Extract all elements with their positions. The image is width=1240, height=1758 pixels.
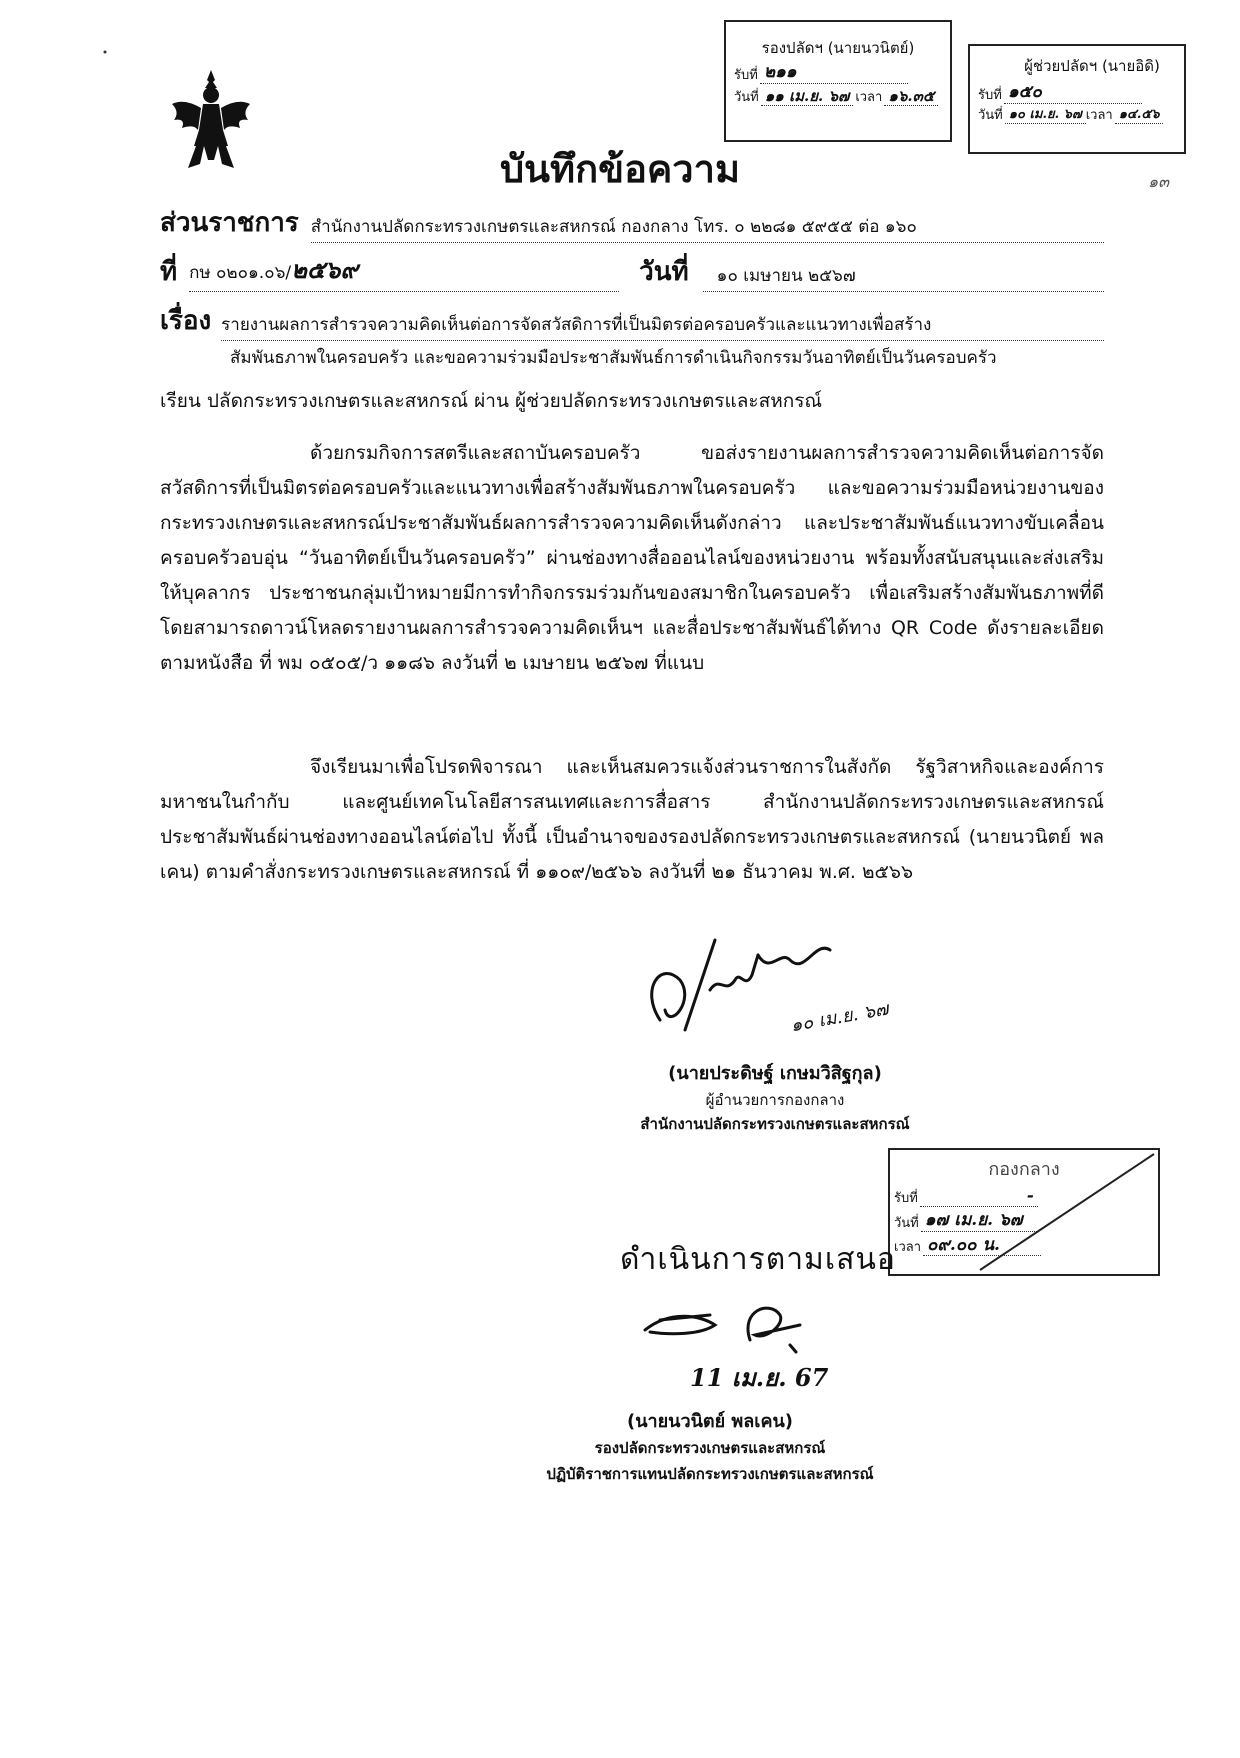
stamp-date-label: วันที่ — [734, 90, 759, 106]
body-paragraph-1 — [160, 436, 1104, 681]
date-label: วันที่ — [639, 257, 689, 287]
stamp-date-value: ๑๑ เม.ย. ๖๗ — [761, 88, 854, 106]
body-paragraph-2 — [160, 750, 1104, 890]
stamp-time-label: เวลา — [855, 90, 883, 106]
stamp-received-label: รับที่ — [978, 87, 1002, 103]
garuda-emblem — [168, 68, 254, 172]
ref-row — [160, 250, 1104, 292]
received-stamp-assistant — [968, 44, 1186, 154]
stamp-received-value: ๒๑๑ — [760, 63, 908, 84]
agency-row — [160, 202, 1104, 243]
page-title: บันทึกข้อความ — [499, 147, 741, 191]
ref-number: ๒๕๖๙ — [291, 255, 358, 284]
stamp-received-label: รับที่ — [734, 67, 758, 83]
stamp-date-value: ๑๗ เม.ย. ๖๗ — [921, 1211, 1039, 1232]
director-name: (นายประดิษฐ์ เกษมวิสิฐกุล) — [668, 1063, 882, 1084]
ref-label: ที่ — [160, 257, 178, 287]
agency-label: ส่วนราชการ — [160, 208, 299, 238]
deputy-acting-position: ปฏิบัติราชการแทนปลัดกระทรวงเกษตรและสหกรณ์ — [546, 1465, 874, 1483]
corner-mark: ๑๓ — [1148, 172, 1170, 191]
director-position: ผู้อำนวยการกองกลาง — [705, 1091, 845, 1109]
deputy-name: (นายนวนิตย์ พลเคน) — [626, 1411, 794, 1432]
stamp-title: ผู้ช่วยปลัดฯ (นายอิดิ) — [1024, 57, 1160, 75]
received-stamp-central-division — [888, 1148, 1160, 1276]
stamp-date-label: วันที่ — [978, 107, 1003, 123]
stamp-time-label: เวลา — [894, 1240, 922, 1256]
signature-deputy — [640, 1290, 840, 1360]
agency-value: สำนักงานปลัดกระทรวงเกษตรและสหกรณ์ กองกลาง โทร. ๐ ๒๒๘๑ ๕๙๕๕ ต่อ ๑๖๐ — [311, 213, 1104, 243]
received-stamp-deputy — [724, 20, 952, 142]
stamp-received-label: รับที่ — [894, 1191, 918, 1207]
stamp-diagonal — [890, 1150, 1158, 1274]
stamp-received-value: - — [920, 1187, 1038, 1208]
stamp-date-label: วันที่ — [894, 1215, 919, 1231]
stamp-time-label: เวลา — [1085, 107, 1113, 123]
salutation: เรียน ปลัดกระทรวงเกษตรและสหกรณ์ ผ่าน ผู้ช่วยปลัดกระทรวงเกษตรและสหกรณ์ — [160, 390, 823, 412]
director-office: สำนักงานปลัดกระทรวงเกษตรและสหกรณ์ — [640, 1115, 910, 1133]
subject-row — [160, 300, 1104, 341]
ref-field — [189, 250, 619, 292]
stamp-title: กองกลาง — [988, 1159, 1060, 1180]
approval-date: 11 เม.ย. 67 — [690, 1363, 829, 1392]
subject-line-2: สัมพันธภาพในครอบครัว และขอความร่วมมือประชาสัมพันธ์การดำเนินกิจกรรมวันอาทิตย์เป็นวันครอบครัว — [230, 348, 997, 368]
scan-speck — [102, 40, 108, 46]
paragraph-1-text: ด้วยกรมกิจการสตรีและสถาบันครอบครัว ขอส่งรายงานผลการสำรวจความคิดเห็นต่อการจัดสวัสดิการที่เป็นมิตรต่อครอบครัวและแนวทางเพื่อสร้างสัมพันธภาพในครอบครัว และขอความร่วมมือหน่วยงานของกระทรวงเกษตรและสหกรณ์ประชาสัมพันธ์ผลการสำรวจความคิดเห็นดังกล่าว และประชาสัมพันธ์แนวทางขับเคลื่อนครอบครัวอบอุ่น “วันอาทิตย์เป็นวันครอบครัว” ผ่านช่องทางสื่อออนไลน์ของหน่วยงาน พร้อมทั้งสนับสนุนและส่งเสริมให้บุคลากร ประชาชนกลุ่มเป้าหมายมีการทำกิจกรรมร่วมกันของสมาชิกในครอบครัว เพื่อเสริมสร้างสัมพันธภาพที่ดี โดยสามารถดาวน์โหลดรายงานผลการสำรวจความคิดเห็นฯ และสื่อประชาสัมพันธ์ได้ทาง QR Code ดังรายละเอียดตามหนังสือ ที่ พม ๐๕๐๕/ว ๑๑๘๖ ลงวันที่ ๒ เมษายน ๒๕๖๗ ที่แนบ — [160, 442, 1104, 674]
subject-label: เรื่อง — [160, 306, 212, 336]
stamp-date-value: ๑๐ เม.ย. ๖๗ — [1005, 108, 1086, 124]
date-value: ๑๐ เมษายน ๒๕๖๗ — [703, 262, 1104, 292]
stamp-time-value: ๑๖.๓๕ — [884, 88, 938, 106]
subject-line-1: รายงานผลการสำรวจความคิดเห็นต่อการจัดสวัสดิการที่เป็นมิตรต่อครอบครัวและแนวทางเพื่อสร้าง — [221, 311, 1104, 341]
stamp-time-value: ๑๔.๕๖ — [1115, 108, 1164, 124]
stamp-title: รองปลัดฯ (นายนวนิตย์) — [761, 39, 915, 57]
deputy-position: รองปลัดกระทรวงเกษตรและสหกรณ์ — [594, 1439, 826, 1457]
paragraph-2-text: จึงเรียนมาเพื่อโปรดพิจารณา และเห็นสมควรแจ้งส่วนราชการในสังกัด รัฐวิสาหกิจและองค์การมหาชนในกำกับ และศูนย์เทคโนโลยีสารสนเทศและการสื่อสาร สำนักงานปลัดกระทรวงเกษตรและสหกรณ์ประชาสัมพันธ์ผ่านช่องทางออนไลน์ต่อไป ทั้งนี้ เป็นอำนาจของรองปลัดกระทรวงเกษตรและสหกรณ์ (นายนวนิตย์ พลเคน) ตามคำสั่งกระทรวงเกษตรและสหกรณ์ ที่ ๑๑๐๙/๒๕๖๖ ลงวันที่ ๒๑ ธันวาคม พ.ศ. ๒๕๖๖ — [160, 756, 1104, 883]
approval-text: ดำเนินการตามเสนอ — [620, 1242, 896, 1277]
stamp-received-value: ๑๕๐ — [1004, 83, 1142, 104]
ref-value: กษ ๐๒๐๑.๐๖/ — [189, 263, 292, 283]
stamp-time-value: ๐๙.๐๐ น. — [923, 1236, 1041, 1257]
signature-director-date: ๑๐ เม.ย. ๖๗ — [789, 998, 891, 1037]
